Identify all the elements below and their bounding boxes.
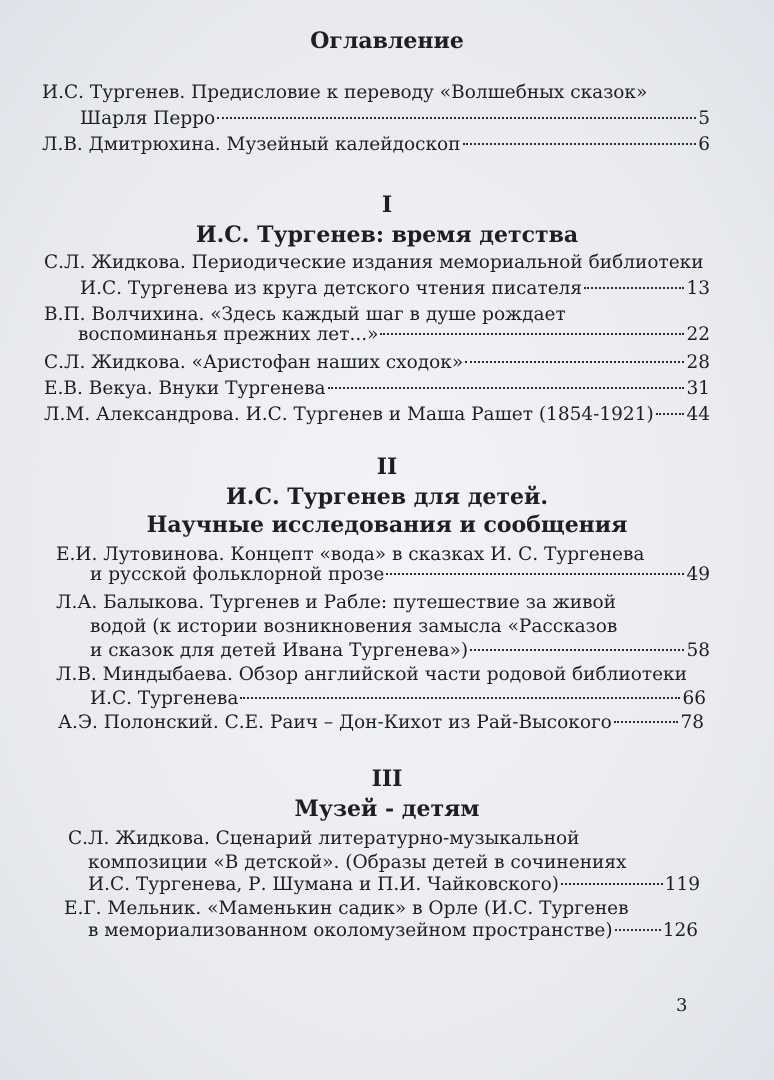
page-number: 3 — [676, 995, 688, 1016]
dot-leader — [615, 929, 661, 931]
toc-entry-line: С.Л. Жидкова. «Аристофан наших сходок» — [44, 352, 464, 373]
section-subheading: Научные исследования и сообщения — [146, 512, 628, 538]
dot-leader — [584, 287, 684, 289]
page-ref: 49 — [686, 564, 710, 585]
toc-entry-leader — [88, 872, 700, 898]
toc-entry-line: водой (к истории возникновения замысла «Рассказов — [90, 616, 618, 637]
toc-title: Оглавление — [310, 28, 464, 54]
toc-entry-line: Е.Г. Мельник. «Маменькин садик» в Орле (И.С. Тургенев — [64, 898, 629, 919]
dot-leader — [386, 573, 684, 575]
page-ref: 5 — [698, 108, 710, 129]
toc-entry-leader — [90, 638, 710, 664]
toc-entry-line: Шарля Перро — [80, 108, 216, 129]
dot-leader — [465, 361, 684, 363]
toc-entry-line: И.С. Тургенева из круга детского чтения писателя — [80, 278, 583, 299]
dot-leader — [614, 721, 679, 723]
toc-entry-leader — [88, 918, 698, 944]
section-number: I — [381, 192, 393, 218]
toc-entry-leader — [80, 106, 710, 132]
toc-entry-line: воспоминанья прежних лет...» — [78, 324, 379, 345]
toc-entry-line: И.С. Тургенев. Предисловие к переводу «Волшебных сказок» — [42, 82, 648, 103]
toc-entry-leader — [78, 322, 710, 348]
page-ref: 28 — [686, 352, 710, 373]
toc-entry-leader — [44, 350, 710, 376]
toc-entry-line: А.Э. Полонский. С.Е. Раич – Дон-Кихот из Рай-Высокого — [58, 712, 612, 733]
toc-entry-line: Л.В. Дмитрюхина. Музейный калейдоскоп — [42, 134, 461, 155]
section-heading: И.С. Тургенев: время детства — [195, 222, 579, 248]
page-ref: 58 — [686, 640, 710, 661]
toc-entry-line: Е.И. Лутовинова. Концепт «вода» в сказках И. С. Тургенева — [56, 544, 645, 565]
page-ref: 6 — [698, 134, 710, 155]
toc-entry-line: В.П. Волчихина. «Здесь каждый шаг в душе рождает — [44, 304, 566, 325]
toc-entry-line: в мемориализованном околомузейном пространстве) — [88, 920, 613, 941]
dot-leader — [561, 883, 663, 885]
dot-leader — [656, 413, 685, 415]
toc-entry-leader — [44, 402, 710, 428]
toc-entry-line: Л.А. Балыкова. Тургенев и Рабле: путешествие за живой — [56, 592, 616, 613]
toc-entry-line: Л.М. Александрова. И.С. Тургенев и Маша Рашет (1854-1921) — [44, 404, 654, 425]
toc-entry-leader — [44, 376, 710, 402]
dot-leader — [470, 649, 684, 651]
toc-entry-leader — [42, 132, 710, 158]
page-ref: 126 — [662, 920, 698, 941]
dot-leader — [380, 333, 684, 335]
toc-entry-line: Е.В. Векуа. Внуки Тургенева — [44, 378, 326, 399]
page-ref: 44 — [686, 404, 710, 425]
page-ref: 119 — [664, 874, 700, 895]
dot-leader — [240, 697, 680, 699]
section-number: III — [371, 766, 403, 792]
toc-entry-leader — [58, 710, 704, 736]
page-ref: 31 — [686, 378, 710, 399]
toc-entry-line: С.Л. Жидкова. Сценарий литературно-музыкальной — [68, 828, 580, 849]
toc-entry-line: С.Л. Жидкова. Периодические издания мемориальной библиотеки — [44, 252, 704, 273]
toc-entry-leader — [90, 562, 710, 588]
toc-entry-leader — [90, 686, 706, 712]
page-ref: 22 — [686, 324, 710, 345]
toc-entry-line: композиции «В детской». (Образы детей в сочинениях — [88, 852, 627, 873]
toc-entry-line: И.С. Тургенева, Р. Шумана и П.И. Чайковского) — [88, 874, 559, 895]
page-ref: 13 — [686, 278, 710, 299]
section-heading: Музей - детям — [294, 796, 480, 822]
dot-leader — [217, 117, 696, 119]
page-ref: 78 — [680, 712, 704, 733]
dot-leader — [328, 387, 685, 389]
toc-entry-line: и русской фольклорной прозе — [90, 564, 385, 585]
toc-entry-line: И.С. Тургенева — [90, 688, 239, 709]
page-ref: 66 — [682, 688, 706, 709]
dot-leader — [463, 143, 697, 145]
section-number: II — [376, 454, 398, 480]
toc-entry-line: и сказок для детей Ивана Тургенева») — [90, 640, 469, 661]
section-heading: И.С. Тургенев для детей. — [226, 484, 548, 510]
toc-entry-leader — [80, 276, 710, 302]
toc-entry-line: Л.В. Миндыбаева. Обзор английской части родовой библиотеки — [56, 664, 687, 685]
